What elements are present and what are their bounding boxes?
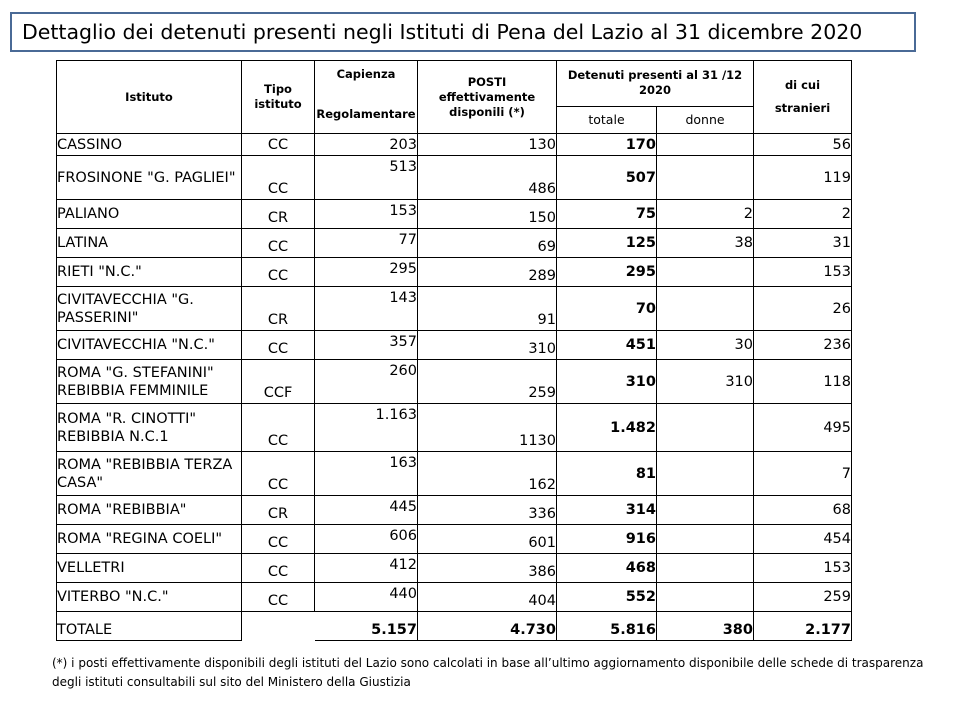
cell-totale: 507 [557, 156, 657, 200]
cell-totale: 916 [557, 525, 657, 554]
cell-capienza: 1.163 [315, 404, 418, 452]
cell-stranieri: 2 [754, 200, 852, 229]
cell-totale: 70 [557, 287, 657, 331]
total-posti: 4.730 [418, 612, 557, 641]
cell-donne [657, 583, 754, 612]
cell-posti: 130 [418, 134, 557, 156]
cell-stranieri: 118 [754, 360, 852, 404]
cell-posti: 259 [418, 360, 557, 404]
cell-donne [657, 525, 754, 554]
cell-stranieri: 31 [754, 229, 852, 258]
total-capienza: 5.157 [315, 612, 418, 641]
cell-stranieri: 56 [754, 134, 852, 156]
table-row [57, 331, 852, 360]
table-row [57, 200, 852, 229]
cell-donne: 2 [657, 200, 754, 229]
cell-tipo: CR [242, 287, 315, 331]
cell-totale: 125 [557, 229, 657, 258]
cell-tipo: CC [242, 525, 315, 554]
table-row [57, 554, 852, 583]
cell-donne [657, 496, 754, 525]
cell-istituto: ROMA "G. STEFANINI" REBIBBIA FEMMINILE [57, 360, 242, 404]
total-row [57, 612, 852, 641]
cell-capienza: 143 [315, 287, 418, 331]
cell-istituto: ROMA "REBIBBIA TERZA CASA" [57, 452, 242, 496]
cell-posti: 404 [418, 583, 557, 612]
footnote: (*) i posti effettivamente disponibili degli istituti del Lazio sono calcolati in base all’ultimo aggiornamento disponibile delle schede di trasparenza degli istituti consultabili sul sito del Ministero della Giustizia [52, 656, 924, 689]
cell-capienza: 153 [315, 200, 418, 229]
cell-posti: 69 [418, 229, 557, 258]
cell-tipo: CC [242, 583, 315, 612]
header-detenuti: Detenuti presenti al 31 /12 2020 [557, 61, 754, 107]
cell-posti: 91 [418, 287, 557, 331]
cell-istituto: FROSINONE "G. PAGLIEI" [57, 156, 242, 200]
cell-capienza: 513 [315, 156, 418, 200]
total-totale: 5.816 [557, 612, 657, 641]
cell-posti: 289 [418, 258, 557, 287]
cell-capienza: 440 [315, 583, 418, 612]
table-row [57, 452, 852, 496]
cell-donne [657, 134, 754, 156]
table-row [57, 156, 852, 200]
total-stranieri: 2.177 [754, 612, 852, 641]
cell-totale: 468 [557, 554, 657, 583]
header-capienza [315, 61, 418, 134]
cell-donne: 310 [657, 360, 754, 404]
cell-tipo: CR [242, 200, 315, 229]
cell-capienza: 163 [315, 452, 418, 496]
header-donne: donne [657, 106, 754, 133]
table-row [57, 229, 852, 258]
total-label: TOTALE [57, 612, 242, 641]
cell-totale: 310 [557, 360, 657, 404]
cell-posti: 486 [418, 156, 557, 200]
cell-posti: 1130 [418, 404, 557, 452]
header-posti: POSTI effettivamente disponili (*) [418, 61, 557, 134]
cell-totale: 451 [557, 331, 657, 360]
table-row [57, 496, 852, 525]
cell-stranieri: 259 [754, 583, 852, 612]
cell-tipo: CC [242, 404, 315, 452]
cell-donne [657, 287, 754, 331]
header-stranieri [754, 61, 852, 134]
cell-tipo: CC [242, 331, 315, 360]
cell-posti: 162 [418, 452, 557, 496]
table-row [57, 134, 852, 156]
cell-tipo: CC [242, 554, 315, 583]
cell-stranieri: 495 [754, 404, 852, 452]
cell-capienza: 295 [315, 258, 418, 287]
header-capienza-line2: Regolamentare [316, 107, 416, 121]
cell-totale: 295 [557, 258, 657, 287]
cell-istituto: ROMA "REBIBBIA" [57, 496, 242, 525]
table-row [57, 287, 852, 331]
cell-totale: 81 [557, 452, 657, 496]
header-tipo: Tipo istituto [242, 61, 315, 134]
total-donne: 380 [657, 612, 754, 641]
cell-stranieri: 7 [754, 452, 852, 496]
cell-istituto: ROMA "R. CINOTTI" REBIBBIA N.C.1 [57, 404, 242, 452]
cell-donne: 38 [657, 229, 754, 258]
cell-donne [657, 404, 754, 452]
cell-stranieri: 26 [754, 287, 852, 331]
cell-posti: 310 [418, 331, 557, 360]
table-row [57, 404, 852, 452]
cell-stranieri: 236 [754, 331, 852, 360]
cell-tipo: CC [242, 258, 315, 287]
detenuti-table [56, 60, 852, 641]
cell-donne [657, 452, 754, 496]
cell-totale: 170 [557, 134, 657, 156]
header-stranieri-line2: stranieri [774, 101, 831, 115]
cell-totale: 552 [557, 583, 657, 612]
table-row [57, 525, 852, 554]
cell-capienza: 203 [315, 134, 418, 156]
cell-donne [657, 258, 754, 287]
cell-posti: 386 [418, 554, 557, 583]
cell-tipo: CR [242, 496, 315, 525]
cell-istituto: CASSINO [57, 134, 242, 156]
cell-istituto: VELLETRI [57, 554, 242, 583]
cell-capienza: 357 [315, 331, 418, 360]
cell-donne: 30 [657, 331, 754, 360]
cell-istituto: CIVITAVECCHIA "G. PASSERINI" [57, 287, 242, 331]
table-row [57, 360, 852, 404]
cell-capienza: 77 [315, 229, 418, 258]
cell-capienza: 445 [315, 496, 418, 525]
table-row [57, 258, 852, 287]
cell-istituto: ROMA "REGINA COELI" [57, 525, 242, 554]
header-totale: totale [557, 106, 657, 133]
cell-stranieri: 119 [754, 156, 852, 200]
table-body [57, 134, 852, 641]
cell-stranieri: 454 [754, 525, 852, 554]
cell-totale: 1.482 [557, 404, 657, 452]
cell-istituto: PALIANO [57, 200, 242, 229]
total-tipo [242, 612, 315, 641]
cell-capienza: 260 [315, 360, 418, 404]
cell-posti: 336 [418, 496, 557, 525]
page-title: Dettaglio dei detenuti presenti negli Istituti di Pena del Lazio al 31 dicembre 2020 [10, 12, 916, 52]
cell-istituto: CIVITAVECCHIA "N.C." [57, 331, 242, 360]
cell-totale: 314 [557, 496, 657, 525]
cell-capienza: 606 [315, 525, 418, 554]
cell-istituto: RIETI "N.C." [57, 258, 242, 287]
cell-tipo: CC [242, 229, 315, 258]
cell-tipo: CC [242, 156, 315, 200]
cell-tipo: CC [242, 452, 315, 496]
cell-tipo: CCF [242, 360, 315, 404]
cell-stranieri: 68 [754, 496, 852, 525]
cell-stranieri: 153 [754, 554, 852, 583]
cell-posti: 150 [418, 200, 557, 229]
cell-capienza: 412 [315, 554, 418, 583]
cell-tipo: CC [242, 134, 315, 156]
cell-donne [657, 156, 754, 200]
cell-posti: 601 [418, 525, 557, 554]
cell-istituto: LATINA [57, 229, 242, 258]
cell-totale: 75 [557, 200, 657, 229]
cell-istituto: VITERBO "N.C." [57, 583, 242, 612]
cell-stranieri: 153 [754, 258, 852, 287]
cell-donne [657, 554, 754, 583]
table-row [57, 583, 852, 612]
header-istituto: Istituto [57, 61, 242, 134]
header-capienza-line1: Capienza [336, 67, 396, 81]
header-stranieri-line1: di cui [784, 78, 821, 92]
